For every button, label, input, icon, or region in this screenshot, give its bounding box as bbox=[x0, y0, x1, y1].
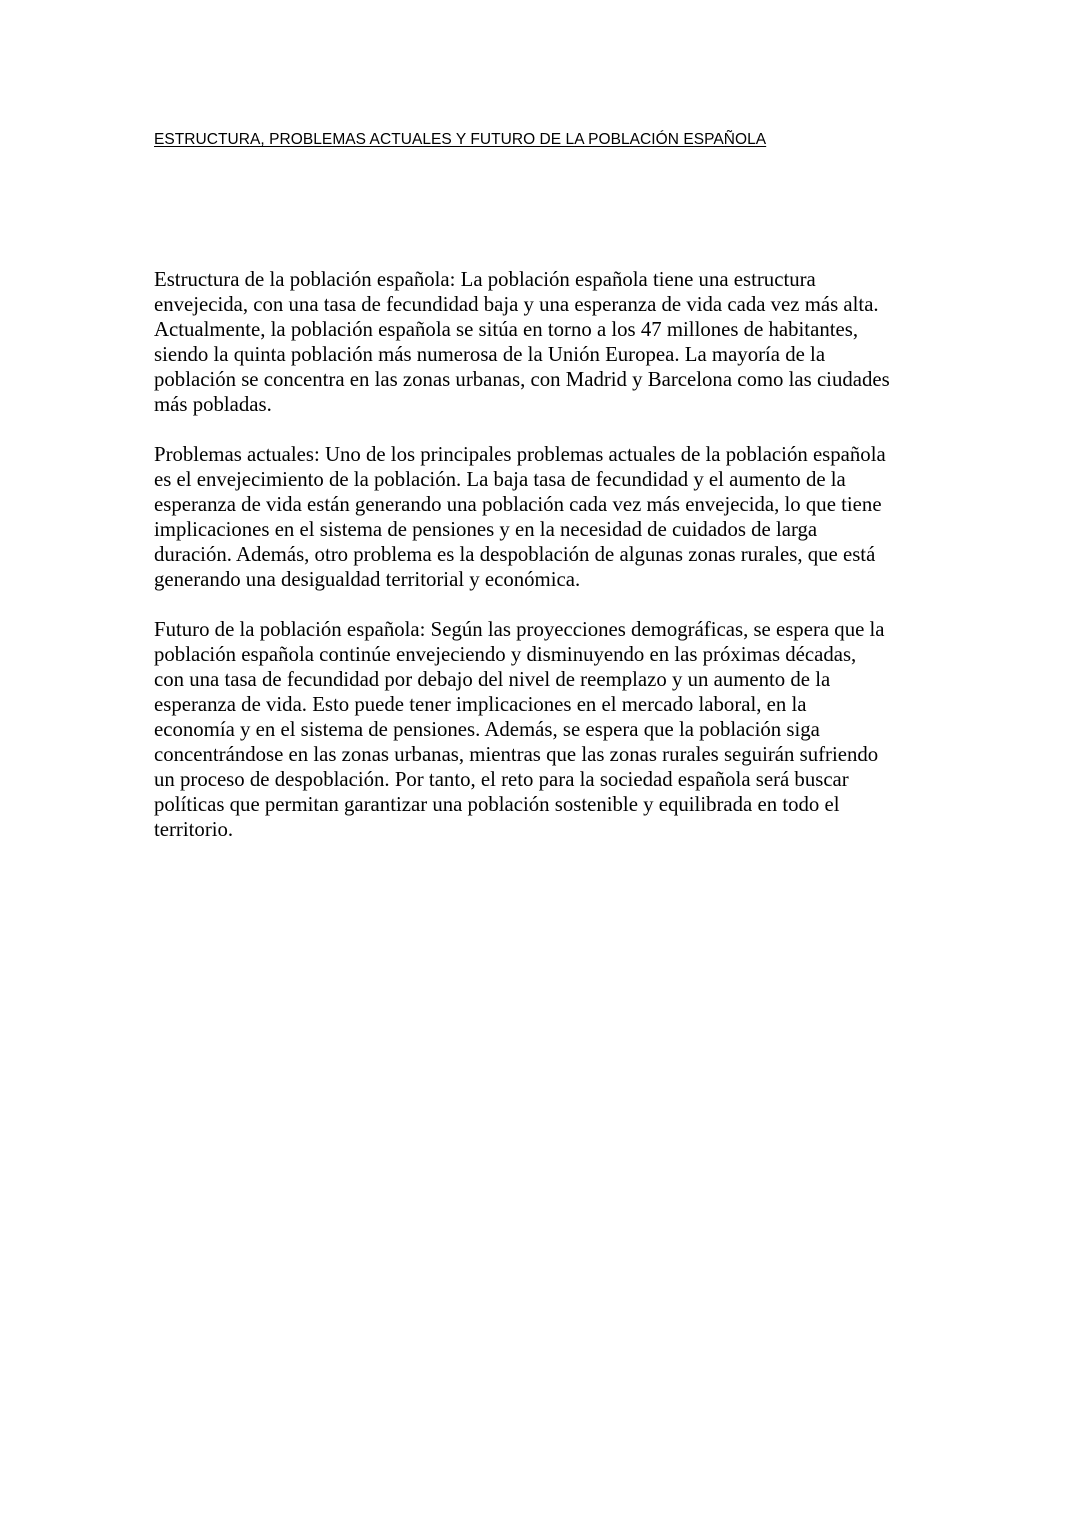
paragraph-line: más pobladas. bbox=[154, 393, 272, 416]
paragraph-line: población española continúe envejeciendo y disminuyendo en las próximas décadas, bbox=[154, 643, 857, 666]
paragraph-line: economía y en el sistema de pensiones. Además, se espera que la población siga bbox=[154, 718, 820, 741]
paragraph-line: concentrándose en las zonas urbanas, mientras que las zonas rurales seguirán sufriendo bbox=[154, 743, 879, 766]
paragraph-line: políticas que permitan garantizar una población sostenible y equilibrada en todo el bbox=[154, 793, 840, 816]
paragraph-line: Problemas actuales: Uno de los principales problemas actuales de la población española bbox=[154, 443, 886, 466]
paragraph-line: envejecida, con una tasa de fecundidad baja y una esperanza de vida cada vez más alta. bbox=[154, 293, 879, 316]
document-body bbox=[154, 267, 934, 867]
paragraph-line: es el envejecimiento de la población. La baja tasa de fecundidad y el aumento de la bbox=[154, 468, 846, 491]
paragraph-line: generando una desigualdad territorial y económica. bbox=[154, 568, 581, 591]
paragraph-line: esperanza de vida están generando una población cada vez más envejecida, lo que tiene bbox=[154, 493, 882, 516]
paragraph-line: territorio. bbox=[154, 818, 234, 841]
paragraph-problemas bbox=[154, 442, 934, 592]
paragraph-line: con una tasa de fecundidad por debajo del nivel de reemplazo y un aumento de la bbox=[154, 668, 831, 691]
paragraph-line: un proceso de despoblación. Por tanto, el reto para la sociedad española será buscar bbox=[154, 768, 849, 791]
document-title: ESTRUCTURA, PROBLEMAS ACTUALES Y FUTURO DE LA POBLACIÓN ESPAÑOLA bbox=[154, 131, 767, 148]
paragraph-estructura bbox=[154, 267, 934, 417]
paragraph-line: duración. Además, otro problema es la despoblación de algunas zonas rurales, que está bbox=[154, 543, 876, 566]
paragraph-line: implicaciones en el sistema de pensiones y en la necesidad de cuidados de larga bbox=[154, 518, 818, 541]
paragraph-line: Actualmente, la población española se sitúa en torno a los 47 millones de habitantes, bbox=[154, 318, 859, 341]
paragraph-line: Estructura de la población española: La población española tiene una estructura bbox=[154, 268, 816, 291]
paragraph-futuro bbox=[154, 617, 934, 842]
paragraph-line: esperanza de vida. Esto puede tener implicaciones en el mercado laboral, en la bbox=[154, 693, 807, 716]
paragraph-line: población se concentra en las zonas urbanas, con Madrid y Barcelona como las ciudades bbox=[154, 368, 890, 391]
paragraph-line: siendo la quinta población más numerosa de la Unión Europea. La mayoría de la bbox=[154, 343, 826, 366]
paragraph-line: Futuro de la población española: Según las proyecciones demográficas, se espera que la bbox=[154, 618, 885, 641]
